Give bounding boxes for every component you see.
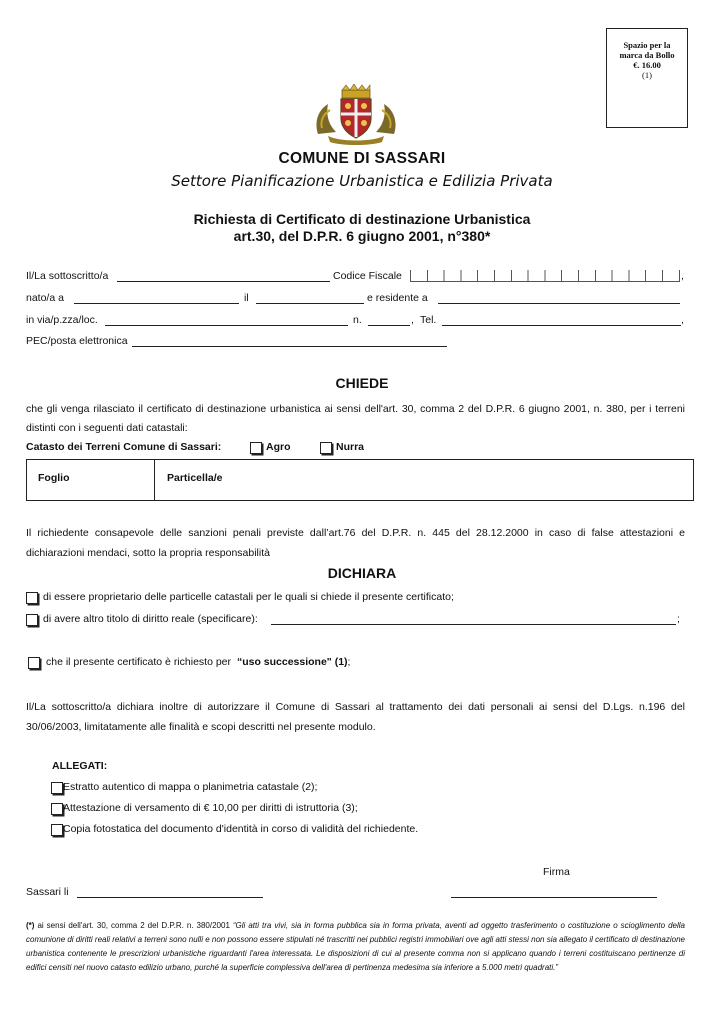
coat-of-arms-icon [310, 84, 402, 146]
data-field[interactable] [77, 888, 263, 898]
codice-fiscale-boxes[interactable] [410, 270, 680, 282]
foglio-header[interactable]: Foglio [38, 472, 70, 484]
tel-field[interactable] [442, 316, 681, 326]
il-label: il [244, 292, 249, 304]
allegato-1-label: Estratto autentico di mappa o planimetria catastale (2); [63, 781, 318, 793]
agro-checkbox[interactable] [250, 442, 262, 454]
form-title-line-1: Richiesta di Certificato di destinazione Urbanistica [193, 211, 531, 227]
allegato-3-checkbox[interactable] [51, 824, 63, 836]
agro-label: Agro [266, 441, 291, 453]
codice-fiscale-label: Codice Fiscale [333, 270, 402, 282]
numero-field[interactable] [368, 316, 410, 326]
stamp-line-3: €. 16.00 [633, 60, 661, 70]
nato-field[interactable] [74, 294, 239, 304]
comma-before-tel: , [411, 314, 414, 326]
chiede-paragraph: che gli venga rilasciato il certificato di destinazione urbanistica ai sensi dell'art. 30, comma 2 del D.P.R. 6 giugno 2001, n. 380, per i terreni distinti con i seguenti dati catastali: [26, 403, 685, 434]
pec-label: PEC/posta elettronica [26, 335, 128, 347]
stamp-box [606, 28, 688, 128]
uso-successione-text [46, 656, 350, 669]
altro-titolo-semicolon: ; [677, 613, 680, 625]
privacy-paragraph: Il/La sottoscritto/a dichiara inoltre di autorizzare il Comune di Sassari al trattamento dei dati personali ai sensi del D.Lgs. n.196 del 30/06/2003, limitatamente alle finalità e scopi descritti nel presente modulo. [26, 701, 685, 733]
catasto-label: Catasto dei Terreni Comune di Sassari: [26, 441, 222, 453]
footnote-normal: ai sensi dell'art. 30, comma 2 del D.P.R. n. 380/2001 [34, 921, 233, 930]
particella-header[interactable]: Particella/e [167, 472, 223, 484]
footnote-marker: (*) [26, 921, 35, 930]
nato-label: nato/a a [26, 292, 64, 304]
numero-label: n. [353, 314, 362, 326]
table-divider [154, 460, 155, 500]
uso-successione-semicolon: ; [347, 656, 351, 668]
sottoscritto-label: Il/La sottoscritto/a [26, 270, 109, 282]
nurra-checkbox[interactable] [320, 442, 332, 454]
uso-successione-bold: “uso successione" (1) [236, 656, 348, 668]
allegato-3-label: Copia fotostatica del documento d'identità in corso di validità del richiedente. [63, 823, 419, 835]
consapevole-paragraph: Il richiedente consapevole delle sanzioni penali previste dall’art.76 del D.P.R. n. 445 del 28.12.2000 in caso di false attestazioni e dichiarazioni mendaci, sotto la propria responsabilità [26, 527, 685, 559]
stamp-line-2: marca da Bollo [619, 50, 675, 60]
catasto-table [26, 459, 694, 501]
stamp-line-1: Spazio per la [623, 40, 671, 50]
allegato-2-checkbox[interactable] [51, 803, 63, 815]
uso-successione-prefix: che il presente certificato è richiesto per [46, 656, 232, 668]
pec-field[interactable] [132, 337, 447, 347]
sottoscritto-field[interactable] [117, 272, 330, 282]
residente-label: e residente a [367, 292, 428, 304]
codice-fiscale-comma: , [681, 270, 684, 282]
comune-title: COMUNE DI SASSARI [278, 150, 446, 167]
form-title-line-2: art.30, del D.P.R. 6 giugno 2001, n°380* [233, 228, 491, 244]
residente-field[interactable] [438, 294, 680, 304]
sassari-li-label: Sassari li [26, 886, 69, 898]
allegato-1-checkbox[interactable] [51, 782, 63, 794]
altro-titolo-field[interactable] [271, 615, 676, 625]
data-nascita-field[interactable] [256, 294, 364, 304]
tel-comma: , [681, 314, 684, 326]
tel-label: Tel. [420, 314, 437, 326]
chiede-heading: CHIEDE [335, 375, 389, 391]
settore-subtitle: Settore Pianificazione Urbanistica e Edilizia Privata [171, 172, 553, 190]
altro-titolo-label: di avere altro titolo di diritto reale (specificare): [43, 613, 258, 625]
firma-label: Firma [543, 866, 570, 878]
nurra-label: Nurra [336, 441, 365, 453]
dichiara-heading: DICHIARA [327, 565, 397, 581]
proprietario-label: di essere proprietario delle particelle catastali per le quali si chiede il presente certificato; [43, 591, 454, 603]
via-label: in via/p.zza/loc. [26, 314, 98, 326]
stamp-line-4: (1) [642, 70, 652, 80]
uso-successione-checkbox[interactable] [28, 657, 40, 669]
footnote [26, 919, 685, 975]
altro-titolo-checkbox[interactable] [26, 614, 38, 626]
footnote-italic: “Gli atti tra vivi, sia in forma pubblica sia in forma privata, aventi ad oggetto trasferimento o costituzione o scioglimento della comunione di diritti reali relativi a terreni sono nulli e non possono essere stipulati né trascritti nei pubblici registri immobiliari ove agli atti stessi non sia allegato il certificato di destinazione urbanistica contenente le prescrizioni urbanistiche riguardanti l'area interessata. Le disposizioni di cui al presente comma non si applicano quando i terreni costituiscano pertinenze di edifici censiti nel nuovo catasto edilizio urbano, purché la superficie complessiva dell'area di pertinenza medesima sia inferiore a 5.000 metri quadrati.” [26, 921, 685, 972]
firma-field[interactable] [451, 888, 657, 898]
proprietario-checkbox[interactable] [26, 592, 38, 604]
via-field[interactable] [105, 316, 348, 326]
allegati-heading: ALLEGATI: [52, 760, 108, 772]
allegato-2-label: Attestazione di versamento di € 10,00 per diritti di istruttoria (3); [63, 802, 358, 814]
